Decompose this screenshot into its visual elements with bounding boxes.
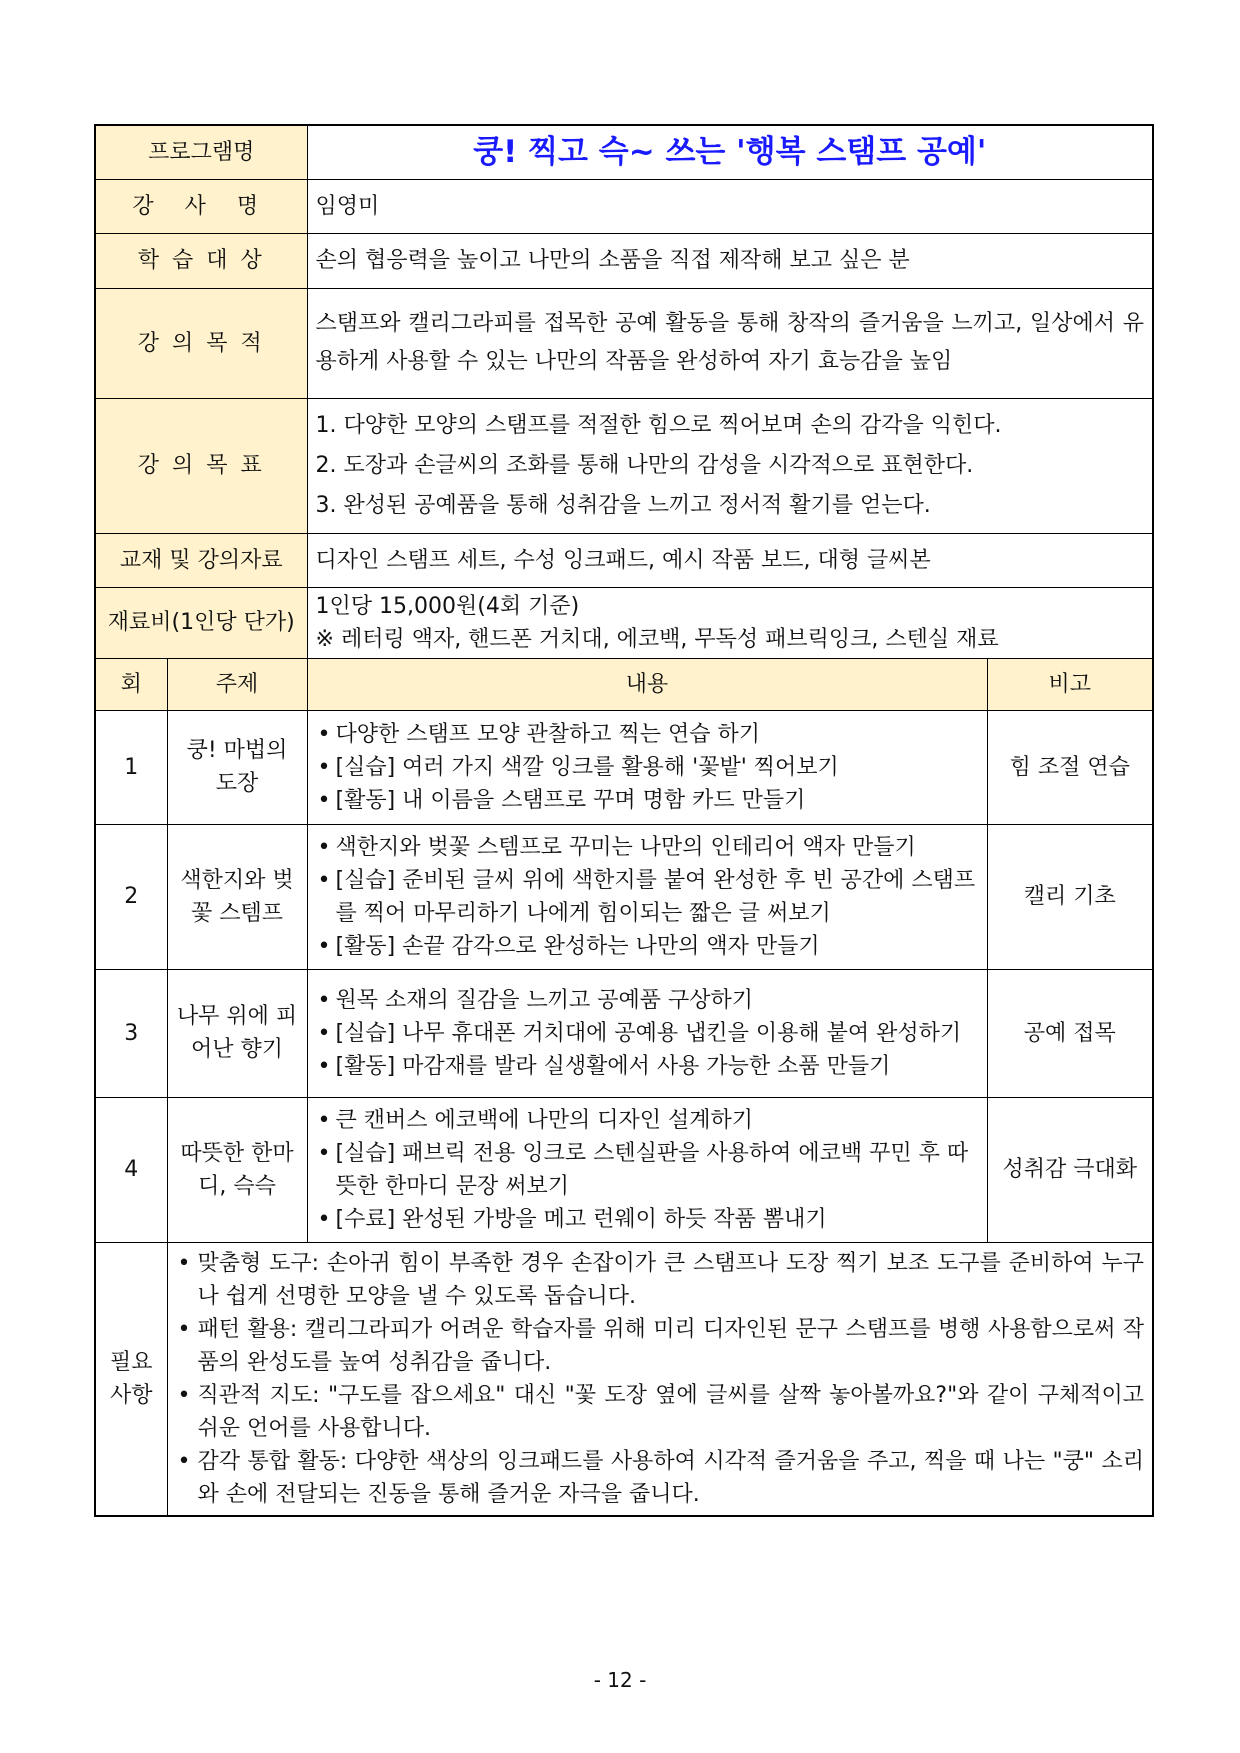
schedule-header-row [95,658,1153,710]
content-item: • [활동] 손끝 감각으로 완성하는 나만의 액자 만들기 [316,930,979,963]
session-note: 성취감 극대화 [987,1097,1153,1242]
lesson-plan-table [94,124,1154,1517]
note-item: • 직관적 지도: "구도를 잡으세요" 대신 "꽃 도장 옆에 글씨를 살짝 놓아볼까요?"와 같이 구체적이고 쉬운 언어를 사용합니다. [176,1379,1145,1445]
session-number: 2 [95,824,167,969]
fee-value [307,587,1153,658]
notes-row [95,1242,1153,1516]
session-row-2 [95,824,1153,969]
session-topic: 색한지와 벚꽃 스템프 [167,824,307,969]
content-item: • [활동] 마감재를 발라 실생활에서 사용 가능한 소품 만들기 [316,1050,979,1083]
session-row-4 [95,1097,1153,1242]
session-number: 4 [95,1097,167,1242]
goals-row [95,398,1153,533]
note-item: • 맞춤형 도구: 손아귀 힘이 부족한 경우 손잡이가 큰 스탬프나 도장 찍기 보조 도구를 준비하여 누구나 쉽게 선명한 모양을 낼 수 있도록 돕습니다. [176,1247,1145,1313]
content-item: • 큰 캔버스 에코백에 나만의 디자인 설계하기 [316,1104,979,1137]
goals-label: 강 의 목 표 [95,398,307,533]
fee-price: 1인당 15,000원(4회 기준) [315,593,580,619]
session-topic: 따뜻한 한마디, 슥슥 [167,1097,307,1242]
goal-item: 3. 완성된 공예품을 통해 성취감을 느끼고 정서적 활기를 얻는다. [315,492,931,518]
materials-label: 교재 및 강의자료 [95,533,307,587]
content-item: • [수료] 완성된 가방을 메고 런웨이 하듯 작품 뽐내기 [316,1203,979,1236]
topic-header: 주제 [167,658,307,710]
session-topic: 쿵! 마법의 도장 [167,710,307,824]
fee-row [95,587,1153,658]
session-row-3 [95,969,1153,1097]
instructor-row [95,179,1153,233]
materials-row [95,533,1153,587]
session-number: 1 [95,710,167,824]
program-row [95,125,1153,179]
content-header: 내용 [307,658,987,710]
session-note: 캘리 기초 [987,824,1153,969]
content-item: • [활동] 내 이름을 스탬프로 꾸며 명함 카드 만들기 [316,784,979,817]
fee-items: ※ 레터링 액자, 핸드폰 거치대, 에코백, 무독성 패브릭잉크, 스텐실 재료 [315,626,999,652]
fee-label: 재료비(1인당 단가) [95,587,307,658]
notes-label: 필요 사항 [95,1242,167,1516]
content-item: • [실습] 나무 휴대폰 거치대에 공예용 냅킨을 이용해 붙여 완성하기 [316,1017,979,1050]
content-item: • [실습] 패브릭 전용 잉크로 스텐실판을 사용하여 에코백 꾸민 후 따뜻한 한마디 문장 써보기 [316,1137,979,1203]
session-note: 힘 조절 연습 [987,710,1153,824]
target-row [95,233,1153,288]
session-content [307,969,987,1097]
notes-content [167,1242,1153,1516]
session-content [307,1097,987,1242]
instructor-label: 강 사 명 [95,179,307,233]
note-item: • 감각 통합 활동: 다양한 색상의 잉크패드를 사용하여 시각적 즐거움을 주고, 찍을 때 나는 "쿵" 소리와 손에 전달되는 진동을 통해 즐거운 자극을 줍니다. [176,1445,1145,1511]
goal-item: 2. 도장과 손글씨의 조화를 통해 나만의 감성을 시각적으로 표현한다. [315,452,974,478]
goals-list [307,398,1153,533]
goal-item: 1. 다양한 모양의 스탬프를 적절한 힘으로 찍어보며 손의 감각을 익힌다. [315,412,1002,438]
target-label: 학 습 대 상 [95,233,307,288]
program-label: 프로그램명 [95,125,307,179]
materials-value: 디자인 스탬프 세트, 수성 잉크패드, 예시 작품 보드, 대형 글씨본 [307,533,1153,587]
content-item: • [실습] 준비된 글씨 위에 색한지를 붙여 완성한 후 빈 공간에 스탬프를 찍어 마무리하기 나에게 힘이되는 짧은 글 써보기 [316,864,979,930]
note-header: 비고 [987,658,1153,710]
note-item: • 패턴 활용: 캘리그라피가 어려운 학습자를 위해 미리 디자인된 문구 스탬프를 병행 사용함으로써 작품의 완성도를 높여 성취감을 줍니다. [176,1313,1145,1379]
purpose-label: 강 의 목 적 [95,288,307,398]
purpose-value: 스탬프와 캘리그라피를 접목한 공예 활동을 통해 창작의 즐거움을 느끼고, 일상에서 유용하게 사용할 수 있는 나만의 작품을 완성하여 자기 효능감을 높임 [307,288,1153,398]
target-value: 손의 협응력을 높이고 나만의 소품을 직접 제작해 보고 싶은 분 [307,233,1153,288]
session-number: 3 [95,969,167,1097]
session-content [307,824,987,969]
content-item: • [실습] 여러 가지 색깔 잉크를 활용해 '꽃밭' 찍어보기 [316,751,979,784]
session-content [307,710,987,824]
page-number: - 12 - [593,1668,647,1692]
content-item: • 다양한 스탬프 모양 관찰하고 찍는 연습 하기 [316,718,979,751]
content-item: • 원목 소재의 질감을 느끼고 공예품 구상하기 [316,984,979,1017]
purpose-row [95,288,1153,398]
program-title: 쿵! 찍고 슥~ 쓰는 '행복 스탬프 공예' [307,125,1153,179]
session-row-1 [95,710,1153,824]
instructor-value: 임영미 [307,179,1153,233]
lesson-plan-document [94,124,1152,1517]
session-note: 공예 접목 [987,969,1153,1097]
session-topic: 나무 위에 피어난 향기 [167,969,307,1097]
session-number-header: 회 [95,658,167,710]
content-item: • 색한지와 벚꽃 스템프로 꾸미는 나만의 인테리어 액자 만들기 [316,831,979,864]
